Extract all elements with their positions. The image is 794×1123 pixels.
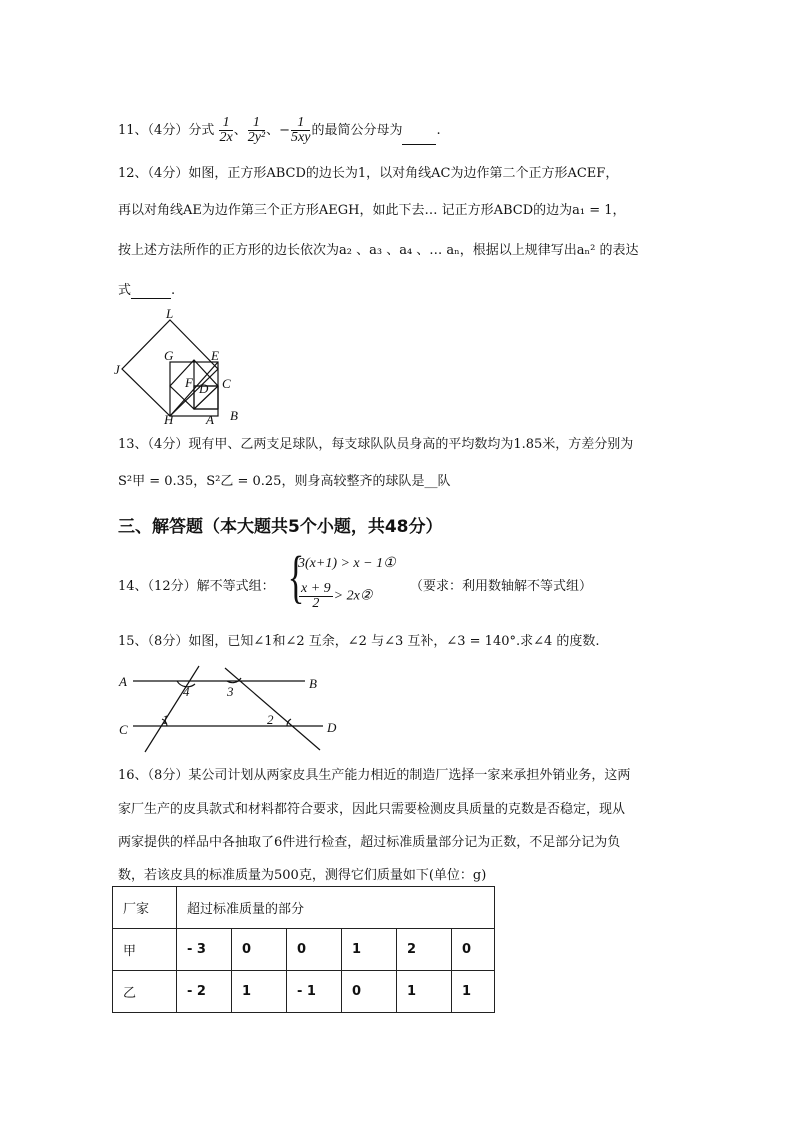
answer-blank bbox=[131, 286, 171, 299]
table-cell: 0 bbox=[232, 929, 287, 971]
label-angle-4: 4 bbox=[183, 684, 190, 699]
fraction-1 bbox=[219, 116, 232, 145]
q11-end: . bbox=[436, 123, 441, 138]
q14-note: （要求：利用数轴解不等式组） bbox=[410, 579, 593, 594]
label-B: B bbox=[230, 408, 238, 423]
table-cell: 1 bbox=[342, 929, 397, 971]
fraction-2-denominator: 2y² bbox=[247, 130, 266, 145]
q11-prefix: 11、（4分）分式 bbox=[118, 123, 215, 138]
q12-line-2: 再以对角线AE为边作第三个正方形AEGH，如此下去… 记正方形ABCD的边为a₁ = 1， bbox=[118, 203, 626, 218]
q12-line-4-text: 式 bbox=[118, 283, 132, 298]
label-A: A bbox=[206, 412, 214, 427]
question-11 bbox=[118, 116, 441, 145]
q16-line-3: 两家提供的样品中各抽取了6件进行检查，超过标准质量部分记为正数，不足部分记为负 bbox=[118, 835, 621, 850]
label-H: H bbox=[164, 412, 174, 427]
q11-separator-1: 、 bbox=[233, 123, 247, 138]
fraction-3-denominator: 5xy bbox=[291, 130, 311, 145]
table-row bbox=[113, 971, 495, 1013]
label-C: C bbox=[119, 722, 128, 737]
quality-table bbox=[112, 886, 495, 1013]
section-title: 三、解答题（本大题共5个小题，共48分） bbox=[118, 517, 443, 537]
label-J: J bbox=[114, 362, 120, 377]
squares-figure bbox=[112, 302, 262, 428]
inequality-2 bbox=[298, 582, 372, 611]
inequality-2-numerator: x + 9 bbox=[301, 581, 331, 596]
fraction-3 bbox=[291, 116, 310, 145]
label-angle-3: 3 bbox=[227, 684, 234, 699]
transversal-left bbox=[145, 666, 199, 752]
table-cell: 1 bbox=[452, 971, 495, 1013]
fraction-2-numerator: 1 bbox=[248, 116, 265, 131]
fraction-1-numerator: 1 bbox=[219, 116, 232, 131]
table-cell: 2 bbox=[397, 929, 452, 971]
table-cell: - 1 bbox=[287, 971, 342, 1013]
label-E: E bbox=[211, 348, 219, 363]
inequality-2-rest: > 2x② bbox=[333, 588, 373, 604]
label-D: D bbox=[199, 381, 209, 396]
label-F: F bbox=[185, 375, 193, 390]
table-cell: - 3 bbox=[177, 929, 232, 971]
system-brace: { bbox=[287, 544, 305, 609]
label-D: D bbox=[327, 720, 337, 735]
fraction-2 bbox=[248, 116, 265, 145]
label-L: L bbox=[166, 306, 174, 321]
label-G: G bbox=[164, 348, 174, 363]
header-factory: 厂家 bbox=[113, 887, 177, 929]
label-B: B bbox=[309, 676, 317, 691]
fraction-1-denominator: 2x bbox=[219, 130, 233, 145]
table-cell: 1 bbox=[232, 971, 287, 1013]
q15-text: 15、（8分）如图，已知∠1和∠2 互余，∠2 与∠3 互补，∠3 = 140°.求∠4 的度数. bbox=[118, 634, 600, 649]
fraction-3-numerator: 1 bbox=[291, 116, 310, 131]
q16-line-2: 家厂生产的皮具款式和材料都符合要求，因此只需要检测皮具质量的克数是否稳定，现从 bbox=[118, 802, 626, 817]
label-A: A bbox=[119, 674, 127, 689]
row-name: 甲 bbox=[113, 929, 177, 971]
table-row bbox=[113, 929, 495, 971]
q14-prefix: 14、（12分）解不等式组： bbox=[118, 579, 275, 594]
q16-line-4: 数，若该皮具的标准质量为500克，测得它们质量如下(单位：g) bbox=[118, 868, 487, 883]
table-cell: 0 bbox=[342, 971, 397, 1013]
table-cell: - 2 bbox=[177, 971, 232, 1013]
label-angle-1: 1 bbox=[162, 712, 169, 727]
q13-line-2: S²甲 = 0.35，S²乙 = 0.25，则身高较整齐的球队是__队 bbox=[118, 474, 451, 489]
q13-line-1: 13、（4分）现有甲、乙两支足球队，每支球队队员身高的平均数均为1.85米，方差分别为 bbox=[118, 437, 634, 452]
table-cell: 0 bbox=[452, 929, 495, 971]
q12-end: . bbox=[171, 283, 176, 298]
row-name: 乙 bbox=[113, 971, 177, 1013]
q11-separator-2: 、− bbox=[266, 123, 291, 138]
label-angle-2: 2 bbox=[267, 712, 274, 727]
table-cell: 1 bbox=[397, 971, 452, 1013]
q12-line-3: 按上述方法所作的正方形的边长依次为a₂ 、a₃ 、a₄ 、… aₙ，根据以上规律写出aₙ² 的表达 bbox=[118, 243, 639, 258]
table-cell: 0 bbox=[287, 929, 342, 971]
q11-suffix: 的最简公分母为 bbox=[311, 123, 403, 138]
table-header-row bbox=[113, 887, 495, 929]
q16-line-1: 16、（8分）某公司计划从两家皮具生产能力相近的制造厂选择一家来承担外销业务，这两 bbox=[118, 768, 631, 783]
label-C: C bbox=[222, 376, 231, 391]
inequality-1: 3(x+1) > x − 1① bbox=[298, 556, 396, 571]
inequality-2-denominator: 2 bbox=[312, 596, 320, 611]
q12-line-4 bbox=[118, 283, 175, 299]
q12-line-1: 12、（4分）如图，正方形ABCD的边长为1，以对角线AC为边作第二个正方形ACEF， bbox=[118, 166, 619, 181]
parallel-lines-figure bbox=[115, 664, 355, 754]
inequality-2-fraction bbox=[299, 582, 333, 611]
answer-blank bbox=[402, 132, 436, 145]
angle-3-arc bbox=[227, 678, 241, 683]
header-excess: 超过标准质量的部分 bbox=[177, 887, 495, 929]
